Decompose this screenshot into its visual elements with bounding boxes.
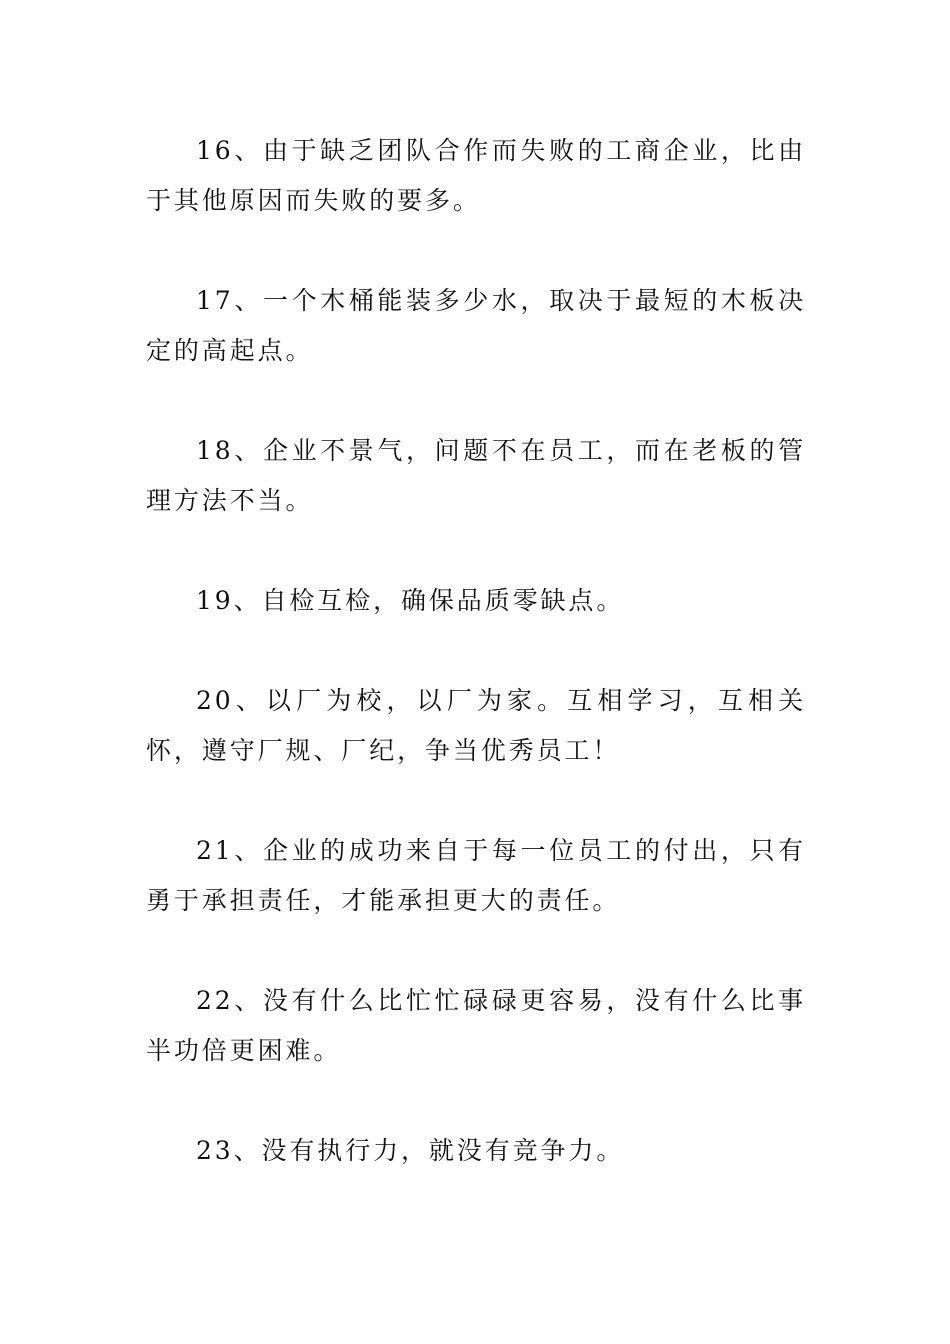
paragraph-18: 18、企业不景气，问题不在员工，而在老板的管理方法不当。 [146,436,806,515]
document-body [146,126,806,1226]
paragraph-21: 21、企业的成功来自于每一位员工的付出，只有勇于承担责任，才能承担更大的责任。 [146,836,806,915]
paragraph-20: 20、以厂为校，以厂为家。互相学习，互相关怀，遵守厂规、厂纪，争当优秀员工！ [146,686,806,765]
paragraph-23: 23、没有执行力，就没有竞争力。 [196,1136,625,1165]
paragraph-17: 17、一个木桶能装多少水，取决于最短的木板决定的高起点。 [146,286,806,365]
paragraph-19: 19、自检互检，确保品质零缺点。 [196,586,625,615]
paragraph-16: 16、由于缺乏团队合作而失败的工商企业，比由于其他原因而失败的要多。 [146,136,806,215]
paragraph-22: 22、没有什么比忙忙碌碌更容易，没有什么比事半功倍更困难。 [146,986,806,1065]
